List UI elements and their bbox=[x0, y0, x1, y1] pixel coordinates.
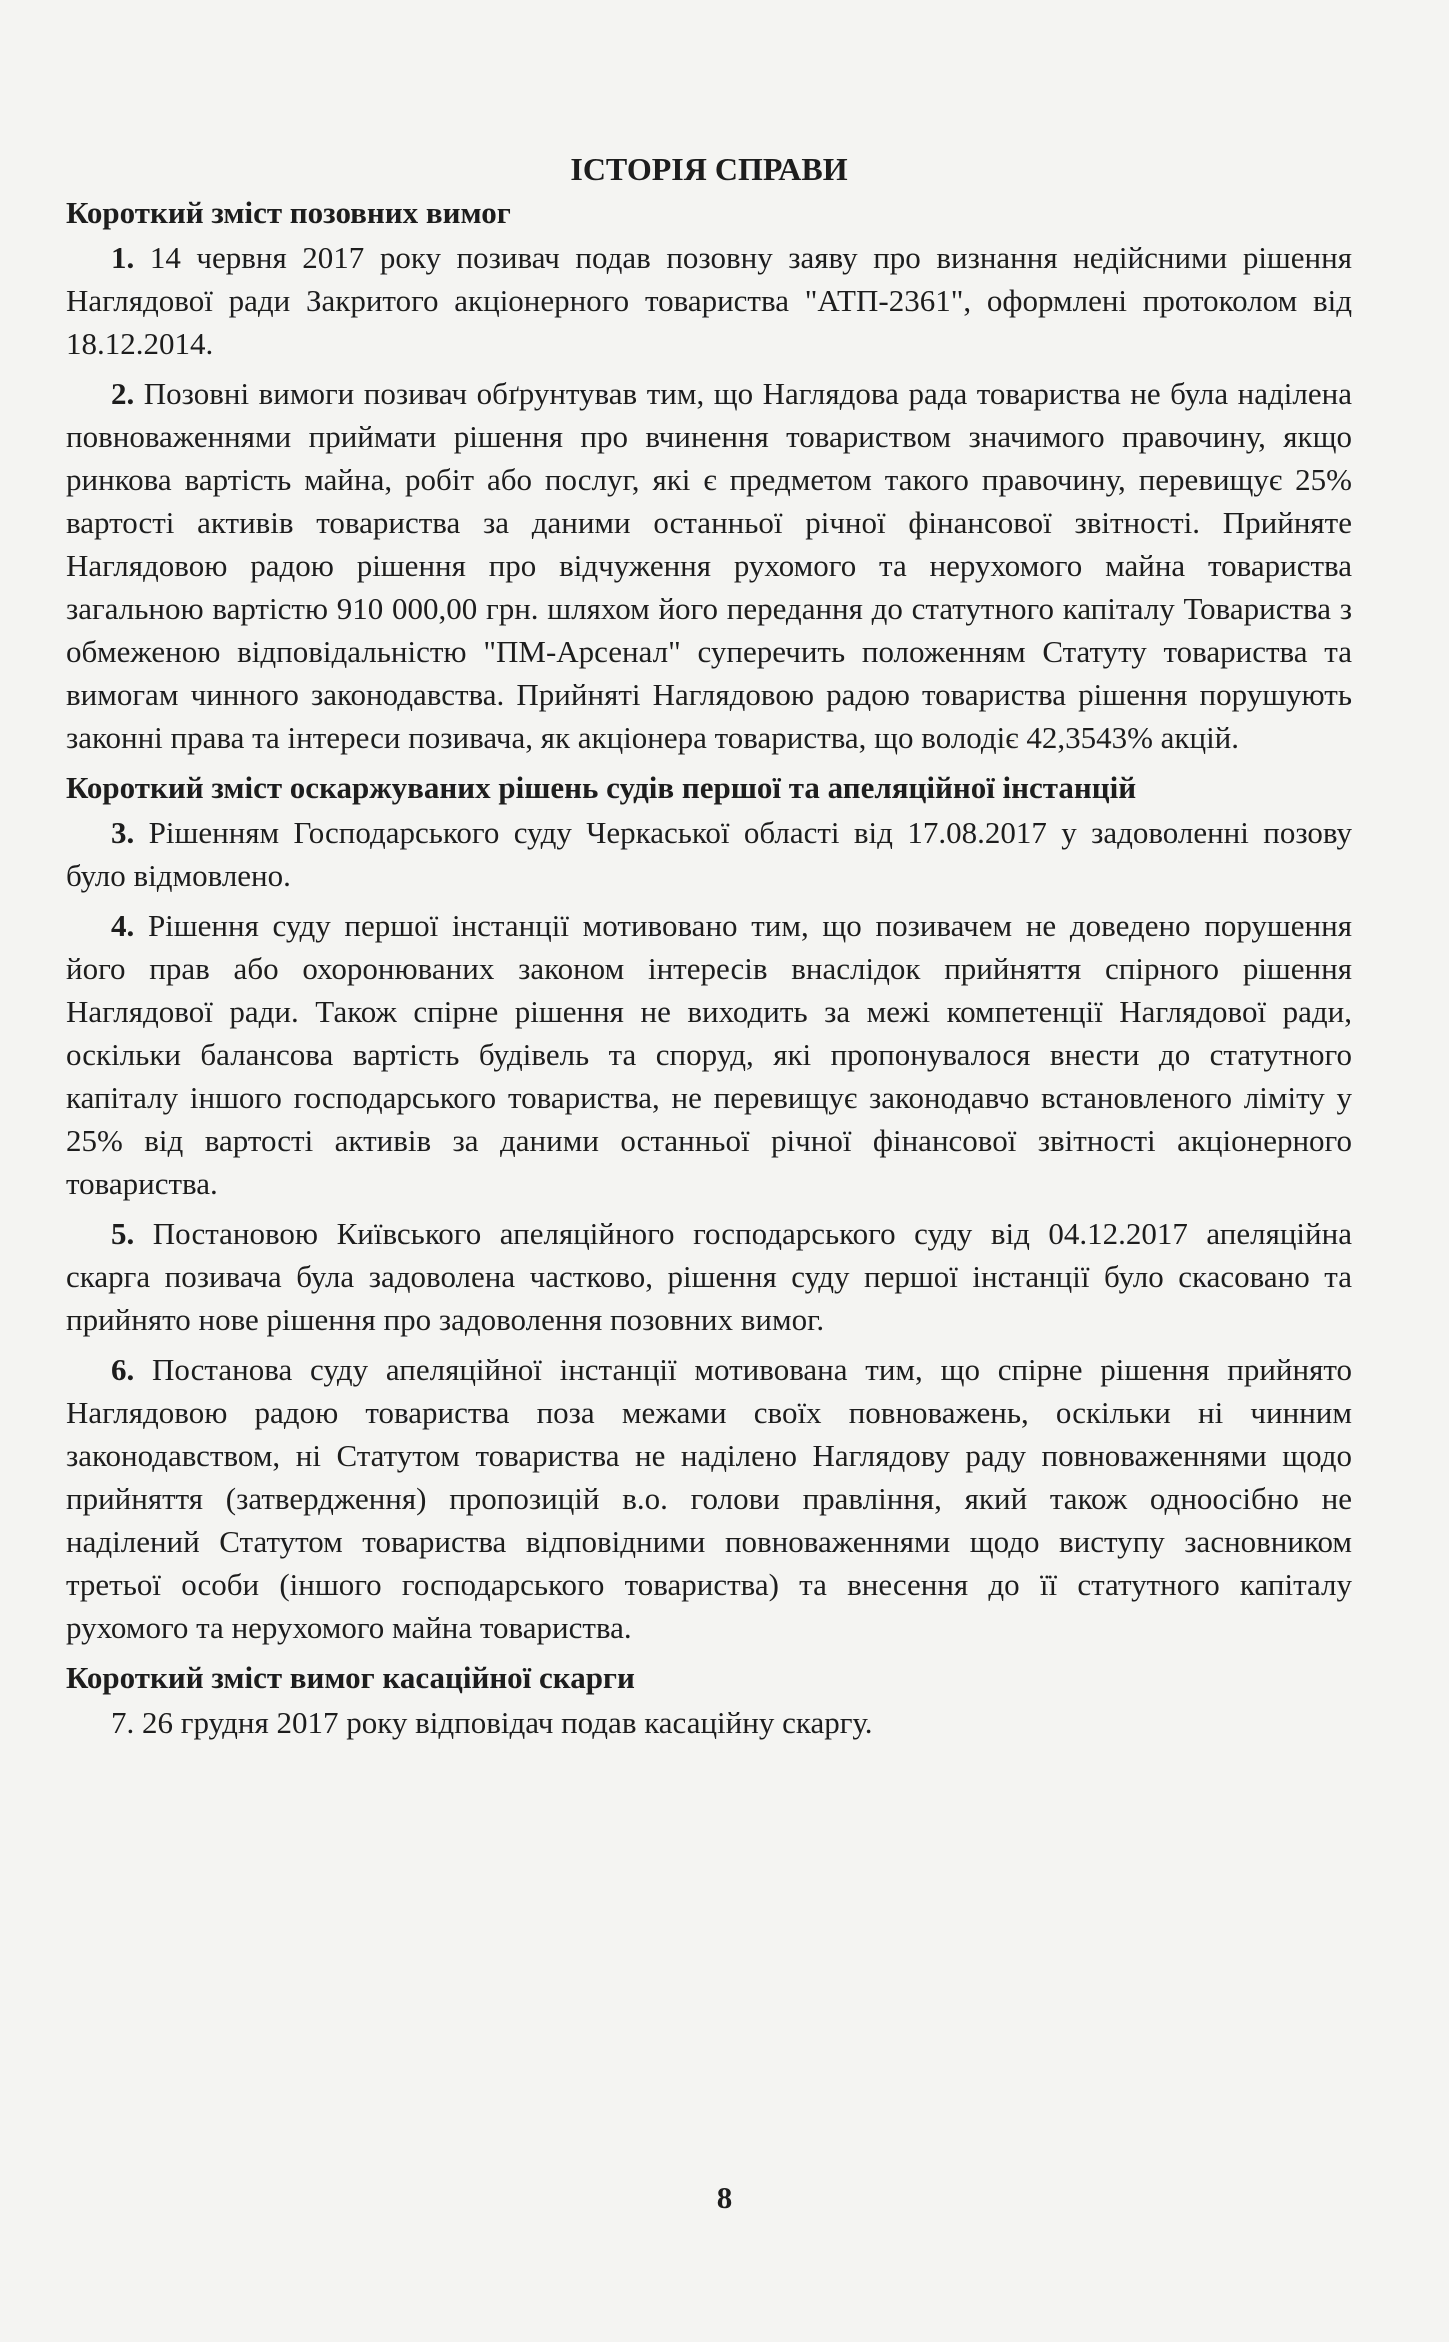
paragraph bbox=[66, 811, 1352, 897]
paragraph bbox=[66, 1348, 1352, 1649]
paragraph bbox=[66, 1701, 1352, 1744]
paragraph bbox=[66, 904, 1352, 1205]
section-heading: Короткий зміст оскаржуваних рішень судів першої та апеляційної інстанцій bbox=[66, 770, 1137, 805]
paragraph-number: 4. bbox=[111, 908, 135, 943]
paragraph-text: Позовні вимоги позивач обґрунтував тим, що Наглядова рада товариства не була наділена повноваженнями приймати рішення про вчинення товариством значимого правочину, якщо ринкова вартість майна, робіт або послуг, які є предметом такого правочину, перевищує 25% вартості активів товариства за даними останньої річної фінансової звітності. Прийняте Наглядовою радою рішення про відчуження рухомого та нерухомого майна товариства загальною вартістю 910 000,00 грн. шляхом його передання до статутного капіталу Товариства з обмеженою відповідальністю "ПМ-Арсенал" суперечить положенням Статуту товариства та вимогам чинного законодавства. Прийняті Наглядовою радою товариства рішення порушують законні права та інтереси позивача, як акціонера товариства, що володіє 42,3543% акцій. bbox=[66, 376, 1352, 755]
paragraph-text: Постанова суду апеляційної інстанції мотивована тим, що спірне рішення прийнято Наглядовою радою товариства поза межами своїх повноважень, оскільки ні чинним законодавством, ні Статутом товариства не наділено Наглядову раду повноваженнями щодо прийняття (затвердження) пропозицій в.о. голови правління, який також одноосібно не наділений Статутом товариства відповідними повноваженнями щодо виступу засновником третьої особи (іншого господарського товариства) та внесення до її статутного капіталу рухомого та нерухомого майна товариства. bbox=[66, 1352, 1352, 1645]
paragraph-text: 26 грудня 2017 року відповідач подав касаційну скаргу. bbox=[134, 1705, 873, 1740]
paragraph bbox=[66, 1212, 1352, 1341]
document-body bbox=[66, 148, 1352, 1751]
section-heading: Короткий зміст вимог касаційної скарги bbox=[66, 1660, 635, 1695]
page-number: 8 bbox=[716, 2180, 733, 2215]
paragraph bbox=[66, 372, 1352, 759]
paragraph-text: 14 червня 2017 року позивач подав позовну заяву про визнання недійсними рішення Наглядової ради Закритого акціонерного товариства "АТП-2361", оформлені протоколом від 18.12.2014. bbox=[66, 240, 1352, 361]
paragraph-number: 1. bbox=[111, 240, 135, 275]
paragraph-text: Постановою Київського апеляційного господарського суду від 04.12.2017 апеляційна скарга позивача була задоволена частково, рішення суду першої інстанції було скасовано та прийнято нове рішення про задоволення позовних вимог. bbox=[66, 1216, 1352, 1337]
paragraph-number: 3. bbox=[111, 815, 135, 850]
paragraph-text: Рішення суду першої інстанції мотивовано тим, що позивачем не доведено порушення його прав або охоронюваних законом інтересів внаслідок прийняття спірного рішення Наглядової ради. Також спірне рішення не виходить за межі компетенції Наглядової ради, оскільки балансова вартість будівель та споруд, які пропонувалося внести до статутного капіталу іншого господарського товариства, не перевищує законодавчо встановленого ліміту у 25% від вартості активів за даними останньої річної фінансової звітності акціонерного товариства. bbox=[66, 908, 1352, 1201]
paragraph-number: 6. bbox=[111, 1352, 135, 1387]
paragraph-number: 2. bbox=[111, 376, 135, 411]
paragraph-number: 7. bbox=[111, 1705, 135, 1740]
paragraph bbox=[66, 236, 1352, 365]
paragraph-number: 5. bbox=[111, 1216, 135, 1251]
document-title: ІСТОРІЯ СПРАВИ bbox=[570, 151, 848, 187]
section-heading: Короткий зміст позовних вимог bbox=[66, 195, 511, 230]
paragraph-text: Рішенням Господарського суду Черкаської області від 17.08.2017 у задоволенні позову було відмовлено. bbox=[66, 815, 1352, 893]
